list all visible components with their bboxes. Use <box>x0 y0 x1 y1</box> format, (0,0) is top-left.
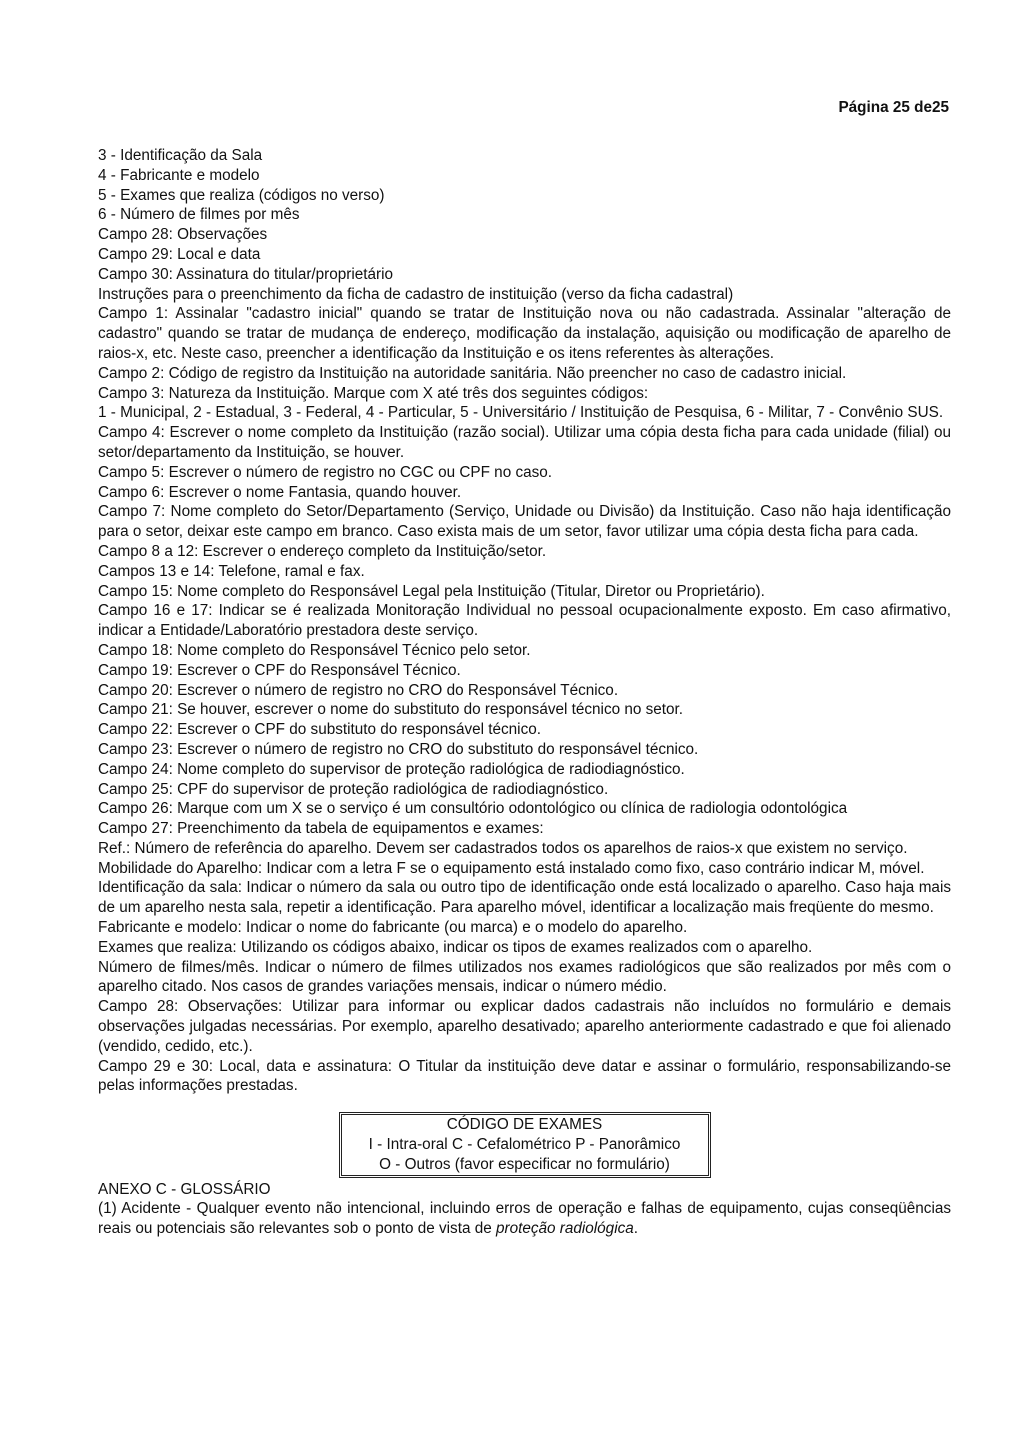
paragraph: Campo 19: Escrever o CPF do Responsável Técnico. <box>98 661 461 679</box>
glossary-item-1-end: . <box>633 1220 638 1238</box>
paragraph: Campo 26: Marque com um X se o serviço é um consultório odontológico ou clínica de radiologia odontológica <box>98 800 848 818</box>
paragraph: Identificação da sala: Indicar o número da sala ou outro tipo de identificação onde está localizado o aparelho. Caso haja mais de um aparelho nesta sala, repetir a identificação. Para aparelho móvel, identificar a localização mais freqüente do mesmo. <box>98 879 951 917</box>
paragraph: Campo 22: Escrever o CPF do substituto do responsável técnico. <box>98 721 541 739</box>
paragraph: Campo 25: CPF do supervisor de proteção radiológica de radiodiagnóstico. <box>98 780 609 798</box>
paragraph: Campo 2: Código de registro da Instituição na autoridade sanitária. Não preencher no caso de cadastro inicial. <box>98 364 847 382</box>
paragraph: 3 - Identificação da Sala <box>98 147 263 164</box>
paragraph: Campo 15: Nome completo do Responsável Legal pela Instituição (Titular, Diretor ou Proprietário). <box>98 582 765 600</box>
instruction-paragraphs <box>98 146 951 1096</box>
paragraph: Campo 5: Escrever o número de registro no CGC ou CPF no caso. <box>98 463 553 481</box>
paragraph: Campo 6: Escrever o nome Fantasia, quando houver. <box>98 483 462 501</box>
exam-codes-line-2: O - Outros (favor especificar no formulário) <box>379 1155 670 1173</box>
paragraph: Campo 29: Local e data <box>98 245 261 263</box>
paragraph: Campo 29 e 30: Local, data e assinatura: O Titular da instituição deve datar e assinar o formulário, responsabilizando-se pelas informações prestadas. <box>98 1057 951 1095</box>
paragraph: 1 - Municipal, 2 - Estadual, 3 - Federal, 4 - Particular, 5 - Universitário / Instituição de Pesquisa, 6 - Militar, 7 - Convênio SUS. <box>98 404 944 422</box>
glossary-item-1-text: (1) Acidente - Qualquer evento não intencional, incluindo erros de operação e falhas de equipamento, cujas conseqüências reais ou potenciais são relevantes sob o ponto de vista de <box>98 1200 951 1238</box>
paragraph: Campo 28: Observações: Utilizar para informar ou explicar dados cadastrais não incluídos no formulário e demais observações julgadas necessárias. Por exemplo, aparelho desativado; aparelho anteriormente cadastrado e que foi alienado (vendido, cedido, etc.). <box>98 998 951 1055</box>
paragraph: Fabricante e modelo: Indicar o nome do fabricante (ou marca) e o modelo do aparelho. <box>98 919 688 937</box>
paragraph: Mobilidade do Aparelho: Indicar com a letra F se o equipamento está instalado como fixo, caso contrário indicar M, móvel. <box>98 859 925 877</box>
exam-codes-title: CÓDIGO DE EXAMES <box>446 1116 603 1134</box>
paragraph: Campo 4: Escrever o nome completo da Instituição (razão social). Utilizar uma cópia desta ficha para cada unidade (filial) ou setor/departamento da Instituição, se houver. <box>98 424 951 461</box>
paragraph: Campo 24: Nome completo do supervisor de proteção radiológica de radiodiagnóstico. <box>98 760 685 778</box>
paragraph: Campo 3: Natureza da Instituição. Marque com X até três dos seguintes códigos: <box>98 384 649 402</box>
paragraph: Ref.: Número de referência do aparelho. Devem ser cadastrados todos os aparelhos de raios-x que existem no serviço. <box>98 839 908 857</box>
paragraph: Campo 20: Escrever o número de registro no CRO do Responsável Técnico. <box>98 681 619 699</box>
paragraph: Campo 27: Preenchimento da tabela de equipamentos e exames: <box>98 820 544 838</box>
paragraph: Campo 30: Assinatura do titular/proprietário <box>98 265 394 283</box>
paragraph: Campos 13 e 14: Telefone, ramal e fax. <box>98 562 365 580</box>
annex-heading: ANEXO C - GLOSSÁRIO <box>98 1180 271 1198</box>
paragraph: 6 - Número de filmes por mês <box>98 206 300 224</box>
paragraph: Número de filmes/mês. Indicar o número de filmes utilizados nos exames radiológicos que são realizados por mês com o aparelho citado. Nos casos de grandes variações mensais, indicar o número médio. <box>98 958 951 996</box>
paragraph: Campo 23: Escrever o número de registro no CRO do substituto do responsável técnico. <box>98 740 699 758</box>
paragraph: Campo 1: Assinalar "cadastro inicial" quando se tratar de Instituição nova ou não cadastrada. Assinalar "alteração de cadastro" quando se tratar de mudança de endereço, modificação da instalação, aquisição ou modificação de aparelho de raios-x, etc. Neste caso, preencher a identificação da Instituição e os itens referentes às alterações. <box>98 305 951 362</box>
paragraph: Campo 28: Observações <box>98 226 268 244</box>
paragraph: 4 - Fabricante e modelo <box>98 166 260 184</box>
paragraph: Campo 18: Nome completo do Responsável Técnico pelo setor. <box>98 641 531 659</box>
paragraph: Campo 21: Se houver, escrever o nome do substituto do responsável técnico no setor. <box>98 701 684 719</box>
paragraph: Instruções para o preenchimento da ficha de cadastro de instituição (verso da ficha cadastral) <box>98 285 734 303</box>
glossary-item-1-italic: proteção radiológica <box>495 1220 634 1238</box>
exam-codes-line-1: I - Intra-oral C - Cefalométrico P - Panorâmico <box>368 1136 681 1154</box>
codes-box-wrapper <box>98 1112 951 1177</box>
paragraph: 5 - Exames que realiza (códigos no verso) <box>98 186 385 204</box>
exam-codes-box <box>339 1112 711 1177</box>
paragraph: Campo 16 e 17: Indicar se é realizada Monitoração Individual no pessoal ocupacionalmente exposto. Em caso afirmativo, indicar a Entidade/Laboratório prestadora deste serviço. <box>98 602 951 640</box>
paragraph: Campo 8 a 12: Escrever o endereço completo da Instituição/setor. <box>98 542 547 560</box>
document-body <box>98 146 951 1239</box>
paragraph: Campo 7: Nome completo do Setor/Departamento (Serviço, Unidade ou Divisão) da Instituição. Caso não haja identificação para o setor, deixar este campo em branco. Caso exista mais de um setor, favor utilizar uma cópia desta ficha para cada. <box>98 503 951 541</box>
glossary-item-1 <box>98 1199 951 1239</box>
page-number: Página 25 de25 <box>838 99 949 116</box>
paragraph: Exames que realiza: Utilizando os códigos abaixo, indicar os tipos de exames realizados com o aparelho. <box>98 938 813 956</box>
